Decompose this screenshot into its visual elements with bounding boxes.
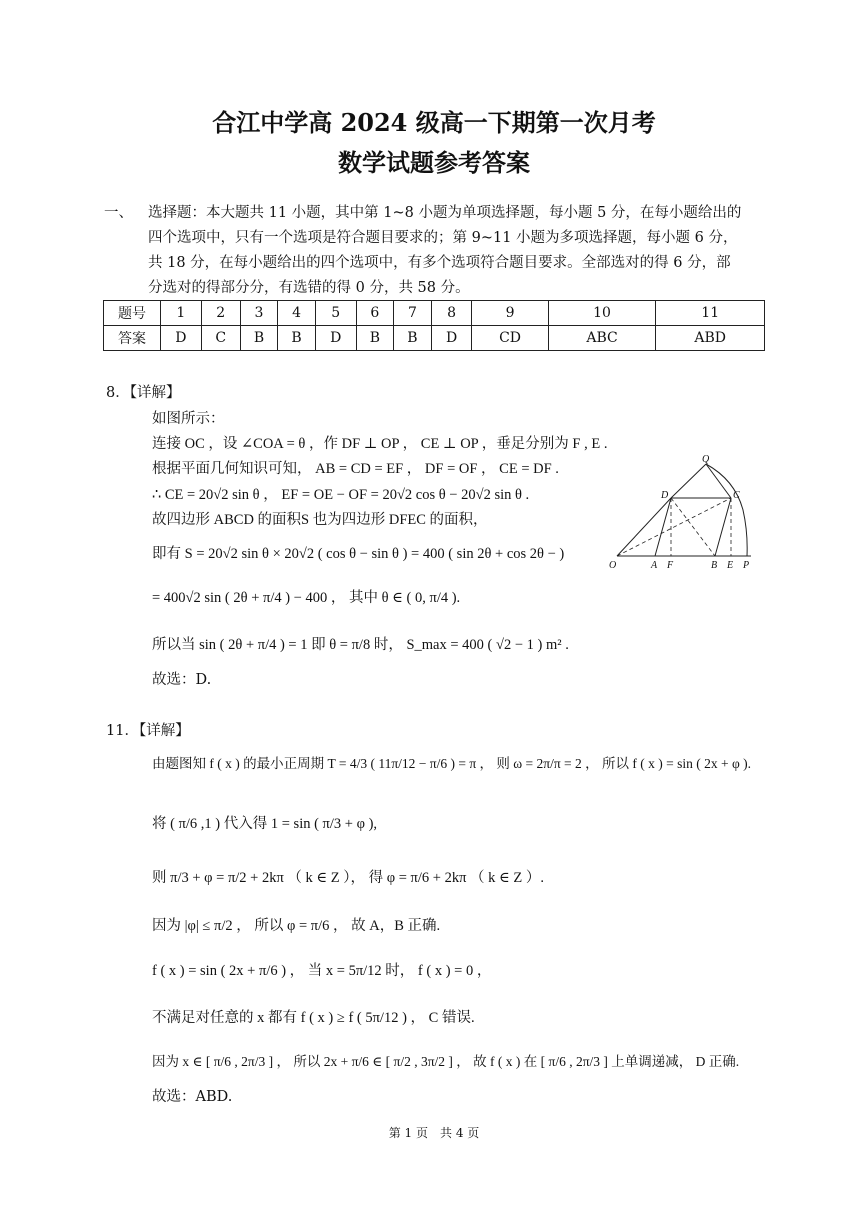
label-F: F xyxy=(667,560,674,571)
table-cell: 7 xyxy=(394,301,432,326)
table-cell: 5 xyxy=(315,301,356,326)
answer-table xyxy=(103,300,765,351)
table-cell: B xyxy=(356,326,394,351)
table-cell: D xyxy=(315,326,356,351)
label-Q: Q xyxy=(702,454,710,465)
page-title: 合江中学高 2024 级高一下期第一次月考 xyxy=(212,108,656,137)
label-P: P xyxy=(743,560,750,571)
table-cell: B xyxy=(278,326,316,351)
table-cell: 8 xyxy=(431,301,472,326)
q8-line: 故四边形 ABCD 的面积S 也为四边形 DFEC 的面积， xyxy=(152,512,488,528)
page-subtitle: 数学试题参考答案 xyxy=(338,148,530,177)
table-cell: B xyxy=(240,326,278,351)
q8-line: 连接 OC ，设 ∠COA = θ ，作 DF ⊥ OP ， CE ⊥ OP ，垂足分别为 F , E . xyxy=(152,436,608,452)
table-cell: CD xyxy=(472,326,548,351)
label-E: E xyxy=(727,560,734,571)
table-cell: B xyxy=(394,326,432,351)
table-cell: ABD xyxy=(656,326,765,351)
q8-line: = 400√2 sin ( 2θ + π/4 ) − 400 ， 其中 θ ∈ ( 0, π/4 ). xyxy=(152,590,461,606)
q11-line: 故选：ABD. xyxy=(152,1089,233,1105)
section1-text-l4: 分选对的得部分分，有选错的得 0 分，共 58 分。 xyxy=(148,280,470,296)
q8-line: 故选：D. xyxy=(152,672,212,688)
q11-line: 不满足对任意的 x 都有 f ( x ) ≥ f ( 5π/12 ) ， C 错误. xyxy=(152,1010,475,1026)
label-A: A xyxy=(651,560,658,571)
q11-line: 将 ( π/6 ,1 ) 代入得 1 = sin ( π/3 + φ ), xyxy=(152,816,378,832)
q8-line: 根据平面几何知识可知， AB = CD = EF ， DF = OF ， CE = DF . xyxy=(152,461,559,477)
table-cell: 6 xyxy=(356,301,394,326)
table-cell: 10 xyxy=(548,301,656,326)
q8-line: 所以当 sin ( 2θ + π/4 ) = 1 即 θ = π/8 时， S_max = 400 ( √2 − 1 ) m² . xyxy=(152,637,569,653)
q8-line: ∴ CE = 20√2 sin θ ， EF = OE − OF = 20√2 cos θ − 20√2 sin θ . xyxy=(152,487,530,503)
q8-line: 即有 S = 20√2 sin θ × 20√2 ( cos θ − sin θ ) = 400 ( sin 2θ + cos 2θ − ) xyxy=(152,546,565,562)
table-cell: 3 xyxy=(240,301,278,326)
q11-line: 因为 |φ| ≤ π/2 ， 所以 φ = π/6 ， 故 A，B 正确. xyxy=(152,918,441,934)
sector-arc xyxy=(706,464,747,556)
answer-table-row-answers xyxy=(104,326,765,351)
line-OC xyxy=(617,498,731,556)
label-B: B xyxy=(711,560,718,571)
label-D: D xyxy=(661,490,669,501)
sector-geometry-figure xyxy=(605,452,765,574)
line-DB xyxy=(671,498,715,556)
table-cell: C xyxy=(201,326,240,351)
table-cell: 9 xyxy=(472,301,548,326)
table-cell: 11 xyxy=(656,301,765,326)
table-cell: D xyxy=(431,326,472,351)
table-cell: ABC xyxy=(548,326,656,351)
section1-instructions xyxy=(106,201,771,301)
q11-header: 11．【详解】 xyxy=(106,723,190,739)
q11-line: 因为 x ∈ [ π/6 , 2π/3 ] ， 所以 2x + π/6 ∈ [ π/2 , 3π/2 ] ， 故 f ( x ) 在 [ π/6 , 2π/3 ] 上单调递减， D 正确. xyxy=(152,1054,740,1069)
q8-header: 8．【详解】 xyxy=(106,385,181,401)
q8-line: 如图所示： xyxy=(152,411,225,427)
table-cell: 4 xyxy=(278,301,316,326)
q11-line: 则 π/3 + φ = π/2 + 2kπ （ k ∈ Z ）， 得 φ = π/6 + 2kπ （ k ∈ Z ）. xyxy=(152,870,544,886)
answer-table-row-numbers xyxy=(104,301,765,326)
q11-line: f ( x ) = sin ( 2x + π/6 ) ， 当 x = 5π/12 时， f ( x ) = 0 ， xyxy=(152,963,492,979)
q11-line: 由题图知 f ( x ) 的最小正周期 T = 4/3 ( 11π/12 − π/6 ) = π ， 则 ω = 2π/π = 2 ， 所以 f ( x ) = sin ( 2x + φ ). xyxy=(152,756,752,771)
label-C: C xyxy=(733,490,740,501)
table-cell: 2 xyxy=(201,301,240,326)
table-cell: 1 xyxy=(161,301,202,326)
table-cell: D xyxy=(161,326,202,351)
row-label-number: 题号 xyxy=(104,301,161,326)
row-label-answer: 答案 xyxy=(104,326,161,351)
line-CB xyxy=(715,498,731,556)
section1-text-l3: 共 18 分，在每小题给出的四个选项中，有多个选项符合题目要求。全部选对的得 6 分，部 xyxy=(148,255,731,271)
label-O: O xyxy=(609,560,617,571)
section1-text-l2: 四个选项中，只有一个选项是符合题目要求的；第 9~11 小题为多项选择题，每小题 6 分， xyxy=(148,230,738,246)
section1-text-l1: 选择题：本大题共 11 小题，其中第 1~8 小题为单项选择题，每小题 5 分，在每小题给出的 xyxy=(148,205,742,221)
line-QD xyxy=(671,464,706,498)
section1-heading: 一、 xyxy=(104,205,133,221)
page-footer: 第 1 页 共 4 页 xyxy=(388,1126,480,1140)
